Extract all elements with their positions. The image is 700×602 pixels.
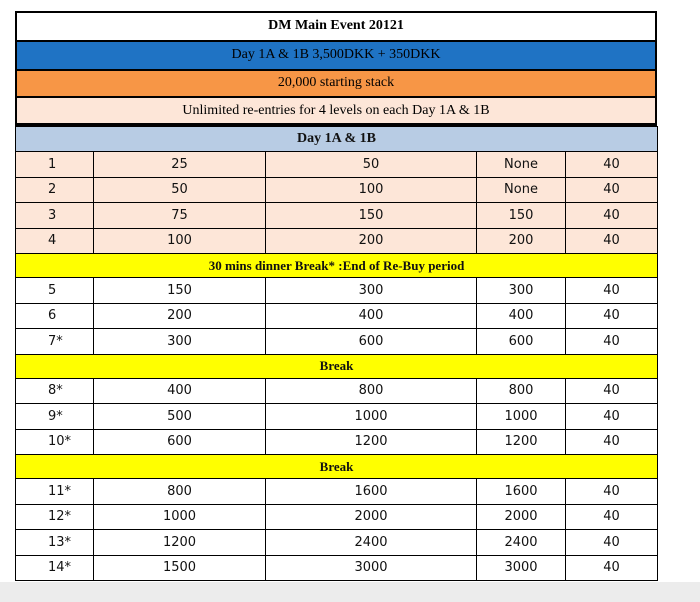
level-row bbox=[16, 177, 658, 203]
section-header: Day 1A & 1B bbox=[16, 127, 658, 152]
big-blind-cell: 600 bbox=[266, 329, 477, 355]
duration-cell: 40 bbox=[566, 152, 658, 178]
level-row bbox=[16, 555, 658, 581]
blind-levels-table bbox=[15, 126, 658, 581]
small-blind-cell: 1000 bbox=[94, 504, 266, 530]
duration-cell: 40 bbox=[566, 479, 658, 505]
level-cell: 11* bbox=[16, 479, 94, 505]
big-blind-cell: 2400 bbox=[266, 530, 477, 556]
level-row bbox=[16, 228, 658, 254]
big-blind-cell: 1600 bbox=[266, 479, 477, 505]
level-cell: 13* bbox=[16, 530, 94, 556]
small-blind-cell: 1200 bbox=[94, 530, 266, 556]
break-row bbox=[16, 455, 658, 479]
ante-cell: 300 bbox=[477, 278, 566, 304]
small-blind-cell: 75 bbox=[94, 203, 266, 229]
duration-cell: 40 bbox=[566, 203, 658, 229]
big-blind-cell: 1200 bbox=[266, 429, 477, 455]
level-cell: 4 bbox=[16, 228, 94, 254]
level-cell: 14* bbox=[16, 555, 94, 581]
ante-cell: 3000 bbox=[477, 555, 566, 581]
bottom-scroll-area bbox=[0, 582, 700, 602]
small-blind-cell: 50 bbox=[94, 177, 266, 203]
break-label: 30 mins dinner Break* :End of Re-Buy period bbox=[16, 254, 658, 278]
big-blind-cell: 1000 bbox=[266, 404, 477, 430]
small-blind-cell: 800 bbox=[94, 479, 266, 505]
level-cell: 1 bbox=[16, 152, 94, 178]
big-blind-cell: 300 bbox=[266, 278, 477, 304]
duration-cell: 40 bbox=[566, 504, 658, 530]
small-blind-cell: 400 bbox=[94, 378, 266, 404]
ante-cell: 200 bbox=[477, 228, 566, 254]
duration-cell: 40 bbox=[566, 555, 658, 581]
ante-cell: 600 bbox=[477, 329, 566, 355]
level-row bbox=[16, 479, 658, 505]
level-cell: 7* bbox=[16, 329, 94, 355]
blind-structure bbox=[15, 11, 657, 581]
small-blind-cell: 300 bbox=[94, 329, 266, 355]
level-cell: 9* bbox=[16, 404, 94, 430]
big-blind-cell: 400 bbox=[266, 303, 477, 329]
duration-cell: 40 bbox=[566, 177, 658, 203]
duration-cell: 40 bbox=[566, 404, 658, 430]
level-cell: 12* bbox=[16, 504, 94, 530]
starting-stack-banner: 20,000 starting stack bbox=[15, 69, 657, 96]
level-cell: 10* bbox=[16, 429, 94, 455]
ante-cell: 2400 bbox=[477, 530, 566, 556]
break-row bbox=[16, 254, 658, 278]
small-blind-cell: 150 bbox=[94, 278, 266, 304]
duration-cell: 40 bbox=[566, 329, 658, 355]
duration-cell: 40 bbox=[566, 303, 658, 329]
ante-cell: 1200 bbox=[477, 429, 566, 455]
ante-cell: 1000 bbox=[477, 404, 566, 430]
level-row bbox=[16, 504, 658, 530]
level-row bbox=[16, 429, 658, 455]
big-blind-cell: 3000 bbox=[266, 555, 477, 581]
big-blind-cell: 800 bbox=[266, 378, 477, 404]
duration-cell: 40 bbox=[566, 429, 658, 455]
level-row bbox=[16, 329, 658, 355]
duration-cell: 40 bbox=[566, 228, 658, 254]
level-cell: 6 bbox=[16, 303, 94, 329]
level-cell: 2 bbox=[16, 177, 94, 203]
duration-cell: 40 bbox=[566, 530, 658, 556]
small-blind-cell: 600 bbox=[94, 429, 266, 455]
level-cell: 3 bbox=[16, 203, 94, 229]
break-label: Break bbox=[16, 354, 658, 378]
level-row bbox=[16, 378, 658, 404]
duration-cell: 40 bbox=[566, 278, 658, 304]
small-blind-cell: 25 bbox=[94, 152, 266, 178]
big-blind-cell: 150 bbox=[266, 203, 477, 229]
ante-cell: 150 bbox=[477, 203, 566, 229]
level-cell: 5 bbox=[16, 278, 94, 304]
level-row bbox=[16, 152, 658, 178]
ante-cell: None bbox=[477, 177, 566, 203]
break-row bbox=[16, 354, 658, 378]
big-blind-cell: 50 bbox=[266, 152, 477, 178]
level-cell: 8* bbox=[16, 378, 94, 404]
reentry-banner: Unlimited re-entries for 4 levels on each Day 1A & 1B bbox=[15, 96, 657, 126]
small-blind-cell: 200 bbox=[94, 303, 266, 329]
duration-cell: 40 bbox=[566, 378, 658, 404]
big-blind-cell: 100 bbox=[266, 177, 477, 203]
section-header-row bbox=[16, 127, 658, 152]
ante-cell: 800 bbox=[477, 378, 566, 404]
level-row bbox=[16, 278, 658, 304]
small-blind-cell: 1500 bbox=[94, 555, 266, 581]
level-row bbox=[16, 303, 658, 329]
break-label: Break bbox=[16, 455, 658, 479]
ante-cell: 2000 bbox=[477, 504, 566, 530]
buyin-banner: Day 1A & 1B 3,500DKK + 350DKK bbox=[15, 40, 657, 69]
small-blind-cell: 100 bbox=[94, 228, 266, 254]
ante-cell: 400 bbox=[477, 303, 566, 329]
level-row bbox=[16, 203, 658, 229]
level-row bbox=[16, 404, 658, 430]
small-blind-cell: 500 bbox=[94, 404, 266, 430]
big-blind-cell: 2000 bbox=[266, 504, 477, 530]
level-row bbox=[16, 530, 658, 556]
ante-cell: 1600 bbox=[477, 479, 566, 505]
ante-cell: None bbox=[477, 152, 566, 178]
event-title: DM Main Event 20121 bbox=[15, 11, 657, 40]
big-blind-cell: 200 bbox=[266, 228, 477, 254]
